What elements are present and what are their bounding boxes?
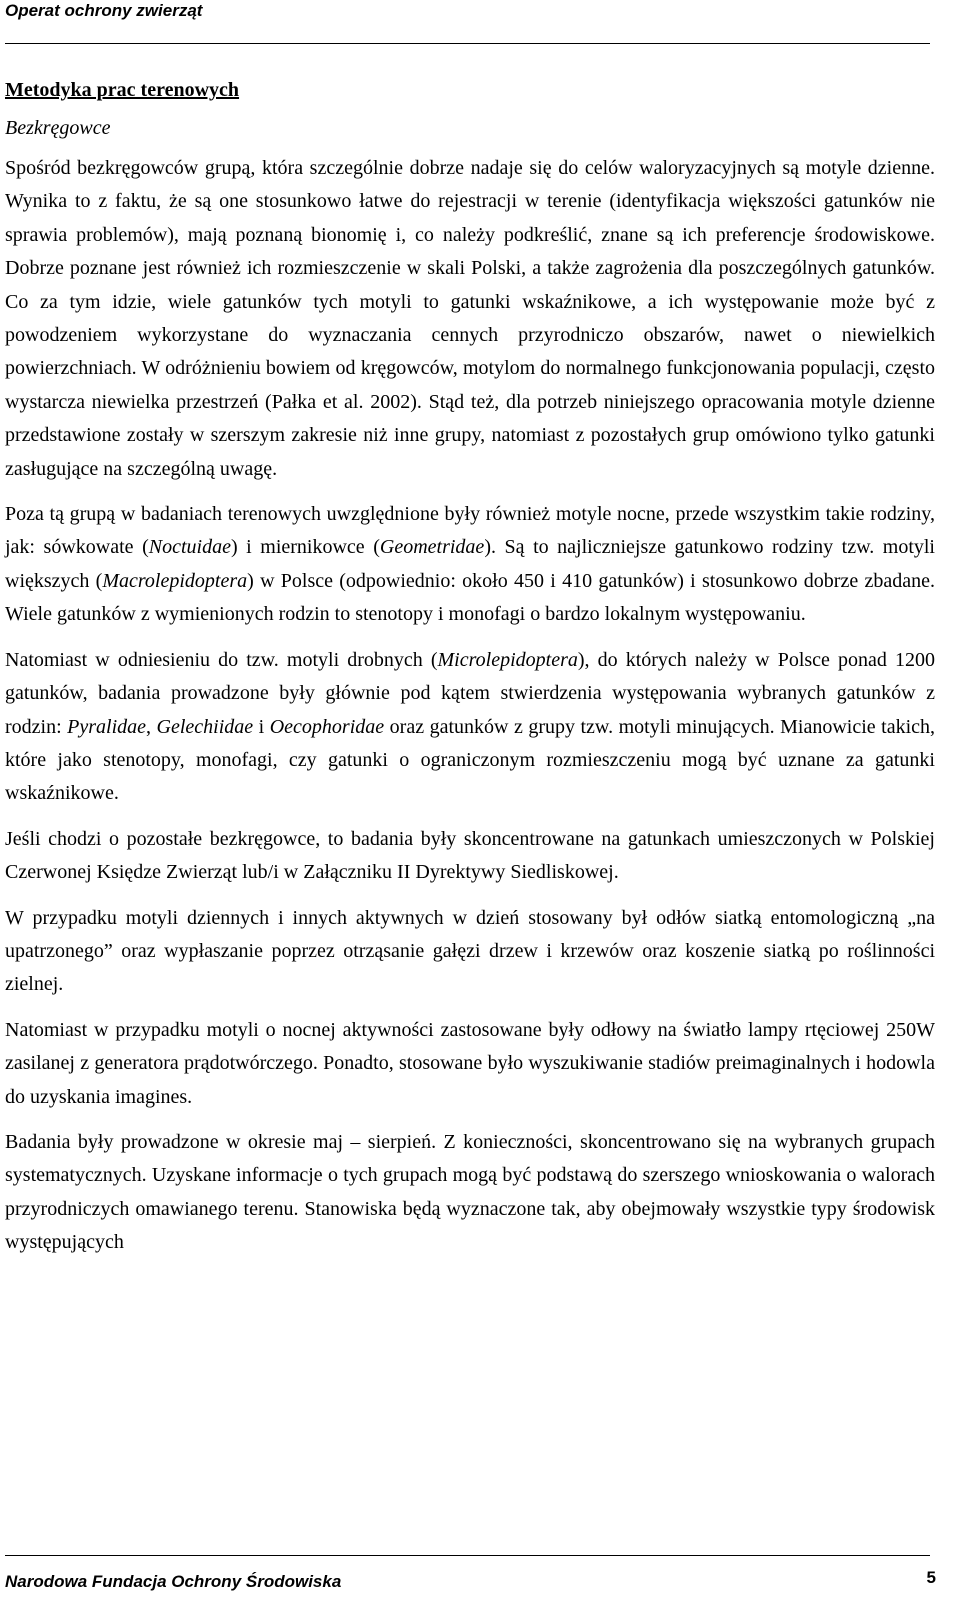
paragraph-research-period: Badania były prowadzone w okresie maj – sierpień. Z konieczności, skoncentrowano się na wybranych grupach systematycznych. Uzyskane informacje o tych grupach mogą być podstawą do szerszego wnioskowania o walorach przyrodniczych omawianego terenu. Stanowiska będą wyznaczone tak, aby obejmowały wszystkie typy środowisk występujących: [5, 1130, 935, 1254]
taxon-name: Geometridae: [379, 536, 485, 559]
text-span: ). Są to najliczniejsze gatunkowo rodziny tzw. motyli większych (: [5, 536, 935, 592]
text-span: ), do których należy w Polsce ponad 1200 gatunków, badania prowadzone były głównie pod kątem stwierdzenia występowania wybranych gatunków z rodzin:: [5, 648, 935, 738]
taxon-name: Pyralidae: [67, 715, 147, 738]
page-number: 5: [926, 1568, 936, 1587]
text-span: oraz gatunków z grupy tzw. motyli minujących. Mianowicie takich, które jako stenotopy, monofagi, czy gatunki o ograniczonym rozmieszczeniu mogą być uznane za gatunki wskaźnikowe.: [5, 715, 936, 805]
paragraph-night-methods: Natomiast w przypadku motyli o nocnej aktywności zastosowane były odłowy na światło lampy rtęciowej 250W zasilanej z generatora prądotwórczego. Ponadto, stosowane było wyszukiwanie stadiów preimaginalnych i hodowla do uzyskania imagines.: [5, 1018, 935, 1108]
text-span: Natomiast w odniesieniu do tzw. motyli drobnych (: [5, 648, 438, 671]
header-divider: [5, 43, 930, 44]
text-span: ) i miernikowce (: [230, 536, 380, 559]
section-subtitle: Bezkręgowce: [5, 117, 111, 139]
taxon-name: Microlepidoptera: [437, 648, 578, 671]
paragraph-moths: [5, 498, 935, 632]
running-footer: Narodowa Fundacja Ochrony Środowiska: [5, 1572, 342, 1591]
taxon-name: Noctuidae: [148, 536, 231, 559]
document-body: [5, 76, 935, 1272]
section-title: Metodyka prac terenowych: [5, 79, 240, 101]
running-header: Operat ochrony zwierząt: [5, 1, 203, 20]
text-span: ) w Polsce (odpowiednio: około 450 i 410 gatunków) i stosunkowo dobrze zbadane. Wiele gatunków z wymienionych rodzin to stenotopy i monofagi o bardzo lokalnym występowaniu.: [5, 569, 935, 626]
text-span: ,: [146, 715, 157, 738]
paragraph-other-invertebrates: Jeśli chodzi o pozostałe bezkręgowce, to badania były skoncentrowane na gatunkach umieszczonych w Polskiej Czerwonej Księdze Zwierząt lub/i w Załączniku II Dyrektywy Siedliskowej.: [5, 827, 935, 884]
text-span: i: [253, 715, 270, 738]
paragraph-day-methods: W przypadku motyli dziennych i innych aktywnych w dzień stosowany był odłów siatką entomologiczną „na upatrzonego” oraz wypłaszanie poprzez otrząsanie gałęzi drzew i krzewów oraz koszenie siatką po roślinności zielnej.: [5, 906, 935, 996]
taxon-name: Macrolepidoptera: [102, 569, 248, 592]
text-span: Poza tą grupą w badaniach terenowych uwzględnione były również motyle nocne, przede wszystkim takie rodziny, jak: sówkowate (: [5, 503, 935, 559]
taxon-name: Oecophoridae: [269, 715, 385, 738]
taxon-name: Gelechiidae: [156, 715, 254, 738]
footer-divider: [5, 1555, 930, 1556]
paragraph-microlepidoptera: [5, 644, 935, 811]
paragraph-butterflies-intro: Spośród bezkręgowców grupą, która szczególnie dobrze nadaje się do celów waloryzacyjnych są motyle dzienne. Wynika to z faktu, że są one stosunkowo łatwe do rejestracji w terenie (identyfikacja większości gatunków nie sprawia problemów), mają poznaną bionomię i, co należy podkreślić, znane są ich preferencje środowiskowe. Dobrze poznane jest również ich rozmieszczenie w skali Polski, a także zagrożenia dla poszczególnych gatunków. Co za tym idzie, wiele gatunków tych motyli to gatunki wskaźnikowe, a ich występowanie może być z powodzeniem wykorzystane do wyznaczania cennych przyrodniczo obszarów, nawet o niewielkich powierzchniach. W odróżnieniu bowiem od kręgowców, motylom do normalnego funkcjonowania populacji, często wystarcza niewielka przestrzeń (Pałka et al. 2002). Stąd też, dla potrzeb niniejszego opracowania motyle dzienne przedstawione zostały w szerszym zakresie niż inne grupy, natomiast z pozostałych grup omówiono tylko gatunki zasługujące na szczególną uwagę.: [5, 157, 935, 480]
